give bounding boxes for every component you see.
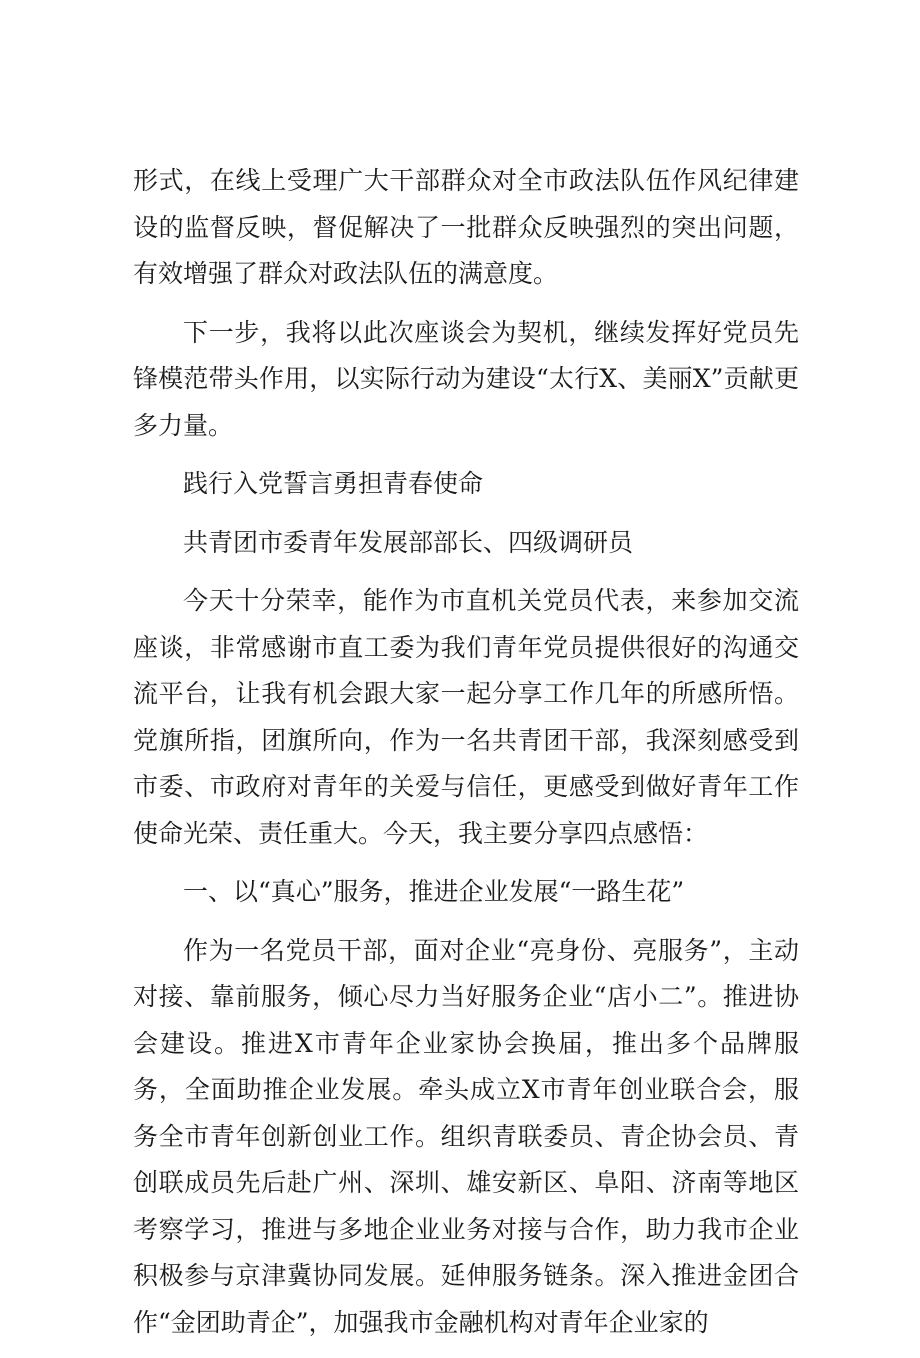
document-body — [133, 158, 799, 1358]
paragraph-p5: 今天十分荣幸，能作为市直机关党员代表，来参加交流座谈，非常感谢市直工委为我们青年党员提供很好的沟通交流平台，让我有机会跟大家一起分享工作几年的所感所悟。党旗所指，团旗所向，作为一名共青团干部，我深刻感受到市委、市政府对青年的关爱与信任，更感受到做好青年工作使命光荣、责任重大。今天，我主要分享四点感悟： — [133, 586, 799, 848]
paragraph-p2: 下一步，我将以此次座谈会为契机，继续发挥好党员先锋模范带头作用，以实际行动为建设“太行X、美丽X”贡献更多力量。 — [133, 317, 799, 440]
section-title: 践行入党誓言勇担青春使命 — [183, 469, 484, 498]
speaker-title: 共青团市委青年发展部部长、四级调研员 — [183, 527, 634, 557]
paragraph-p1: 形式，在线上受理广大干部群众对全市政法队伍作风纪律建设的监督反映，督促解决了一批群众反映强烈的突出问题，有效增强了群众对政法队伍的满意度。 — [133, 166, 799, 288]
paragraph-p7: 作为一名党员干部，面对企业“亮身份、亮服务”，主动对接、靠前服务，倾心尽力当好服务企业“店小二”。推进协会建设。推进X市青年企业家协会换届，推出多个品牌服务，全面助推企业发展。牵头成立X市青年创业联合会，服务全市青年创新创业工作。组织青联委员、青企协会员、青创联成员先后赴广州、深圳、雄安新区、阜阳、济南等地区考察学习，推进与多地企业业务对接与合作，助力我市企业积极参与京津冀协同发展。延伸服务链条。深入推进金团合作“金团助青企”，加强我市金融机构对青年企业家的 — [133, 935, 799, 1337]
subsection-heading: 一、以“真心”服务，推进企业发展“一路生花” — [183, 877, 685, 906]
